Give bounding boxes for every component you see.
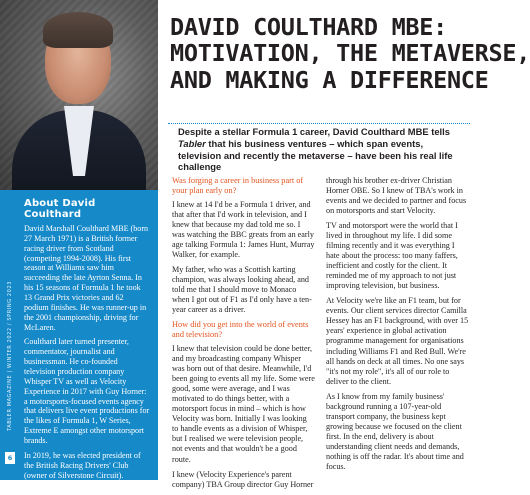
about-title: About David Coulthard xyxy=(24,198,96,220)
article-column-2 xyxy=(326,176,469,477)
dotted-divider xyxy=(168,123,470,124)
about-paragraph: David Marshall Coulthard MBE (born 27 March 1971) is a British former racing driver from Scotland (competing 1994-2008). His first season at Williams saw him succeeding the late Ayrton Senna. In his 15 seasons of Formula 1 he took 13 Grand Prix victories and 62 podium finishes. He was runner-up in the 2001 championship, driving for McLaren. xyxy=(24,224,149,332)
article-paragraph: My father, who was a Scottish karting champion, was always looking ahead, and told me that I should move to Monaco when I got out of F1 as I'd only have a ten-year career as a driver. xyxy=(172,265,312,315)
article-paragraph: TV and motorsport were the world that I lived in throughout my life. I did some filming recently and it was everything I hate about the process: too many faffers, inefficient and costly for the client. It reminded me of my approach to not just improving television, but business. xyxy=(326,221,458,291)
article-paragraph: As I know from my family business' background running a 107-year-old transport company, the business kept growing because we focused on the client first. In the end, delivery is about understanding client needs and demands, nothing is off the radar. It's about time and focus. xyxy=(326,391,464,471)
magazine-spine xyxy=(4,236,16,476)
photo-hair xyxy=(43,12,113,48)
article-column-1 xyxy=(172,176,315,495)
about-paragraph: Coulthard later turned presenter, commentator, journalist and businessman. He co-founded television production company Whisper TV as well as Velocity Experience in 2017 with Guy Horner: a motorsports-focused events agency that delivers live event productions for the likes of Formula 1, W Series, Extreme E amongst other motorsport brands. xyxy=(24,337,150,446)
article-standfirst: Despite a stellar Formula 1 career, David Coulthard MBE tells Tabler that his business ventures – which span events, television and recently the metaverse – have been his real life challenge xyxy=(178,126,453,173)
article-paragraph: I knew that television could be done better, and my broadcasting company Whisper was born out of that desire. Meanwhile, I'd been going to events all my life. Some were good, some were average, and I was motivated to do things better, with a motorsport focus in mind – which is how Velocity was born. Initially I was looking to handle events as a division of Whisper, but I realised we were television people, not events and that wouldn't be a good route. xyxy=(172,344,315,464)
headline-line: AND MAKING A DIFFERENCE xyxy=(170,65,489,94)
portrait-photo xyxy=(0,0,158,190)
headline-line: MOTIVATION, THE METAVERSE, xyxy=(170,39,530,68)
question-heading: Was forging a career in business part of your plan early on? xyxy=(172,176,304,195)
headline-line: DAVID COULTHARD MBE: xyxy=(170,13,447,41)
article-paragraph: through his brother ex-driver Christian Horner OBE. So I knew of TBA's work in events and we decided to partner and focus on motorsports and start Velocity. xyxy=(326,176,467,216)
question-heading: How did you get into the world of events and television? xyxy=(172,320,309,340)
article-headline xyxy=(170,13,530,94)
article-paragraph: I knew at 14 I'd be a Formula 1 driver, and that after that I'd work in television, and I knew that because my dad told me so. I was watching the BBC greats from an early age talking Formula 1: James Hunt, Murray Walker, for example. xyxy=(172,199,315,260)
about-sidebar xyxy=(0,190,158,480)
page-number: 6 xyxy=(5,452,15,464)
article-paragraph: I knew (Velocity Experience's parent company) TBA Group director Guy Horner xyxy=(172,469,314,489)
article-paragraph: At Velocity we're like an F1 team, but for events. Our client services director Camilla Hessey has an F1 background, with over 15 years' experience in global activation programme management for organisations including Williams F1 and Red Bull. We're all hands on deck at all times. No one says "it's not my role", it's all of our role to deliver to the client. xyxy=(326,296,469,386)
magazine-spine-text: TABLER MAGAZINE | WINTER 2022 / SPRING 2023 xyxy=(7,280,13,432)
about-paragraph: In 2019, he was elected president of the British Racing Drivers' Club (owner of Silverstone Circuit). xyxy=(24,450,141,480)
